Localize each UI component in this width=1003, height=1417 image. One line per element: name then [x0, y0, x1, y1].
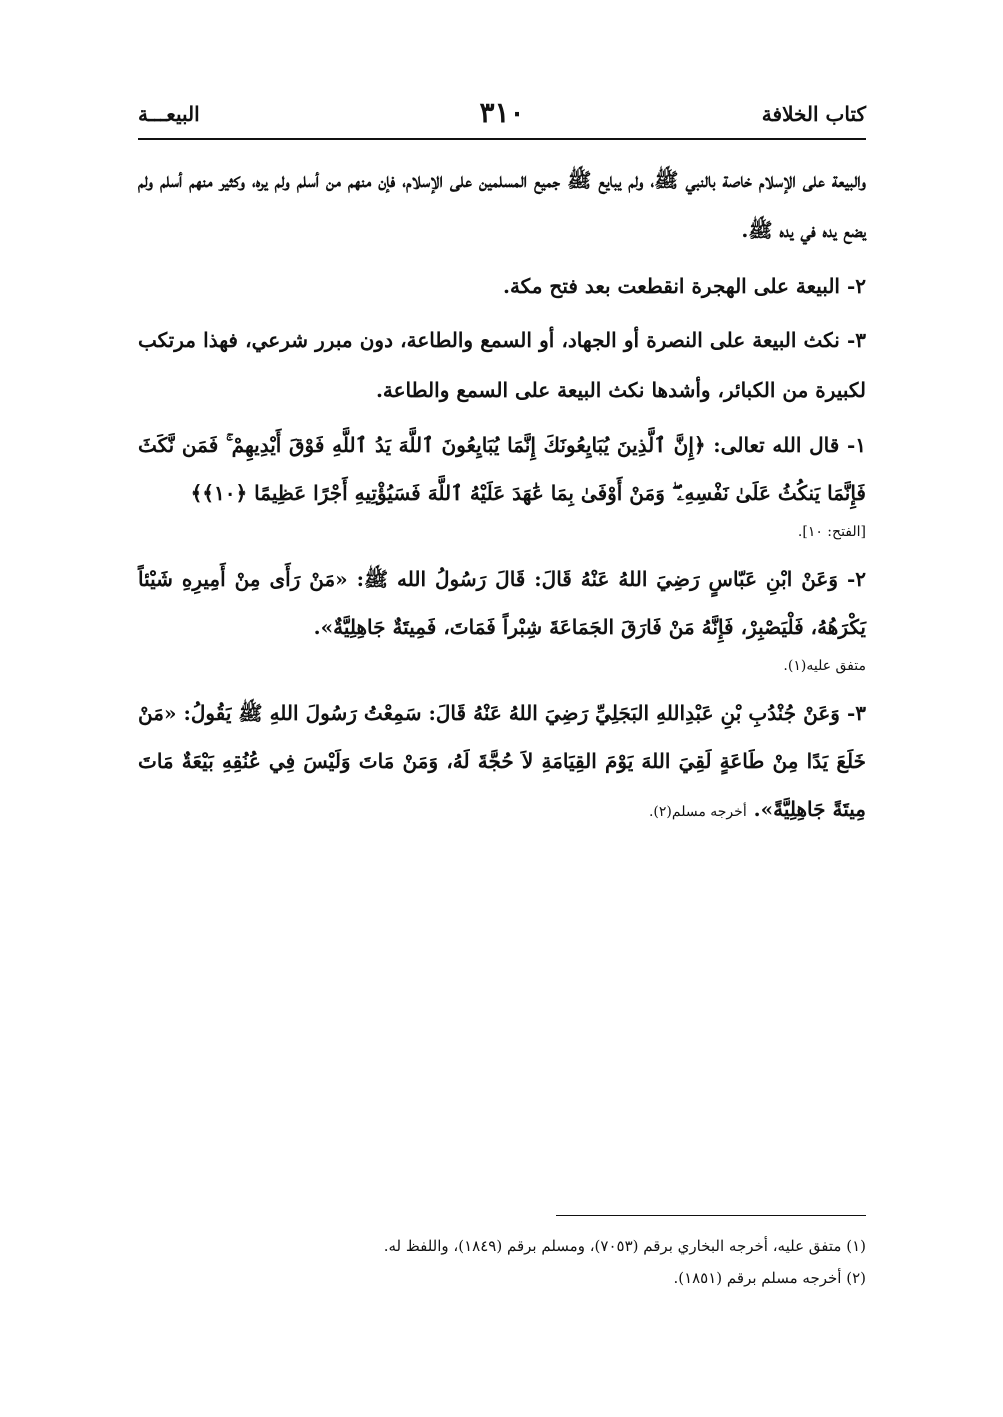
footnote-2: (٢) أخرجه مسلم برقم (١٨٥١). [673, 1269, 866, 1287]
point-3: ٣- نكث البيعة على النصرة أو الجهاد، أو السمع والطاعة، دون مبرر شرعي، فهذا مرتكب لكبيرة من الكبائر، وأشدها نكث البيعة على السمع والطاعة. [138, 328, 866, 402]
footnote-1: (١) متفق عليه، أخرجه البخاري برقم (٧٠٥٣)، ومسلم برقم (١٨٤٩)، واللفظ له. [383, 1237, 866, 1255]
chapter-title: البيعـــة [138, 102, 200, 126]
intro-paragraph: والبيعة على الإسلام خاصة بالنبي ﷺ، ولم يبايع ﷺ جميع المسلمين على الإسلام، فإن منهم من أسلم ولم يره، وكثير منهم أسلم ولم يضع يده في يده ﷺ. [138, 168, 866, 242]
evidence-hadith-jundub [138, 689, 866, 836]
hadith-ibn-abbas-source: متفق عليه(١). [783, 658, 866, 674]
footnote-divider [556, 1215, 866, 1216]
hadith-jundub-source: أخرجه مسلم(٢). [648, 804, 747, 820]
hadith-jundub-text: ٣- وَعَنْ جُنْدُبِ بْنِ عَبْدِاللهِ البَجَلِيِّ رَضِيَ اللهُ عَنْهُ قَالَ: سَمِعْتُ رَسُولَ اللهِ ﷺ يَقُولُ: «مَنْ خَلَعَ يَدًا مِنْ طَاعَةٍ لَقِيَ اللهَ يَوْمَ القِيَامَةِ لاَ حُجَّةَ لَهُ، وَمَنْ مَاتَ وَلَيْسَ فِي عُنُقِهِ بَيْعَةٌ مَاتَ مِيتَةً جَاهِلِيَّةً». [138, 701, 866, 821]
evidence-hadith-ibn-abbas [138, 555, 866, 651]
page-number: ٣١٠ [479, 96, 525, 129]
footnotes [138, 1230, 866, 1294]
running-header [138, 96, 866, 136]
evidence-quran-verse: ١- قال الله تعالى: ﴿إِنَّ ٱلَّذِينَ يُبَايِعُونَكَ إِنَّمَا يُبَايِعُونَ ٱللَّهَ يَدُ ٱللَّهِ فَوْقَ أَيْدِيهِمْ ۚ فَمَن نَّكَثَ فَإِنَّمَا يَنكُثُ عَلَىٰ نَفْسِهِۦ ۖ وَمَنْ أَوْفَىٰ بِمَا عَٰهَدَ عَلَيْهُ ٱللَّهَ فَسَيُؤْتِيهِ أَجْرًا عَظِيمًا ﴿١٠﴾﴾ [138, 433, 866, 505]
header-divider [138, 138, 866, 140]
hadith-ibn-abbas-text: ٢- وَعَنْ ابْنِ عَبّاسٍ رَضِيَ اللهُ عَنْهُ قَالَ: قَالَ رَسُولُ الله ﷺ: «مَنْ رَأَى مِنْ أَمِيرِهِ شَيْئاً يَكْرَهُهُ، فَلْيَصْبِرْ، فَإِنَّهُ مَنْ فَارَقَ الجَمَاعَةَ شِبْراً فَمَاتَ، فَمِيتَةٌ جَاهِلِيَّةٌ». [138, 567, 866, 639]
main-text [138, 155, 866, 836]
point-2: ٢- البيعة على الهجرة انقطعت بعد فتح مكة. [503, 274, 866, 298]
book-title: كتاب الخلافة [761, 102, 866, 126]
verse-reference: [الفتح: ١٠]. [797, 524, 866, 540]
